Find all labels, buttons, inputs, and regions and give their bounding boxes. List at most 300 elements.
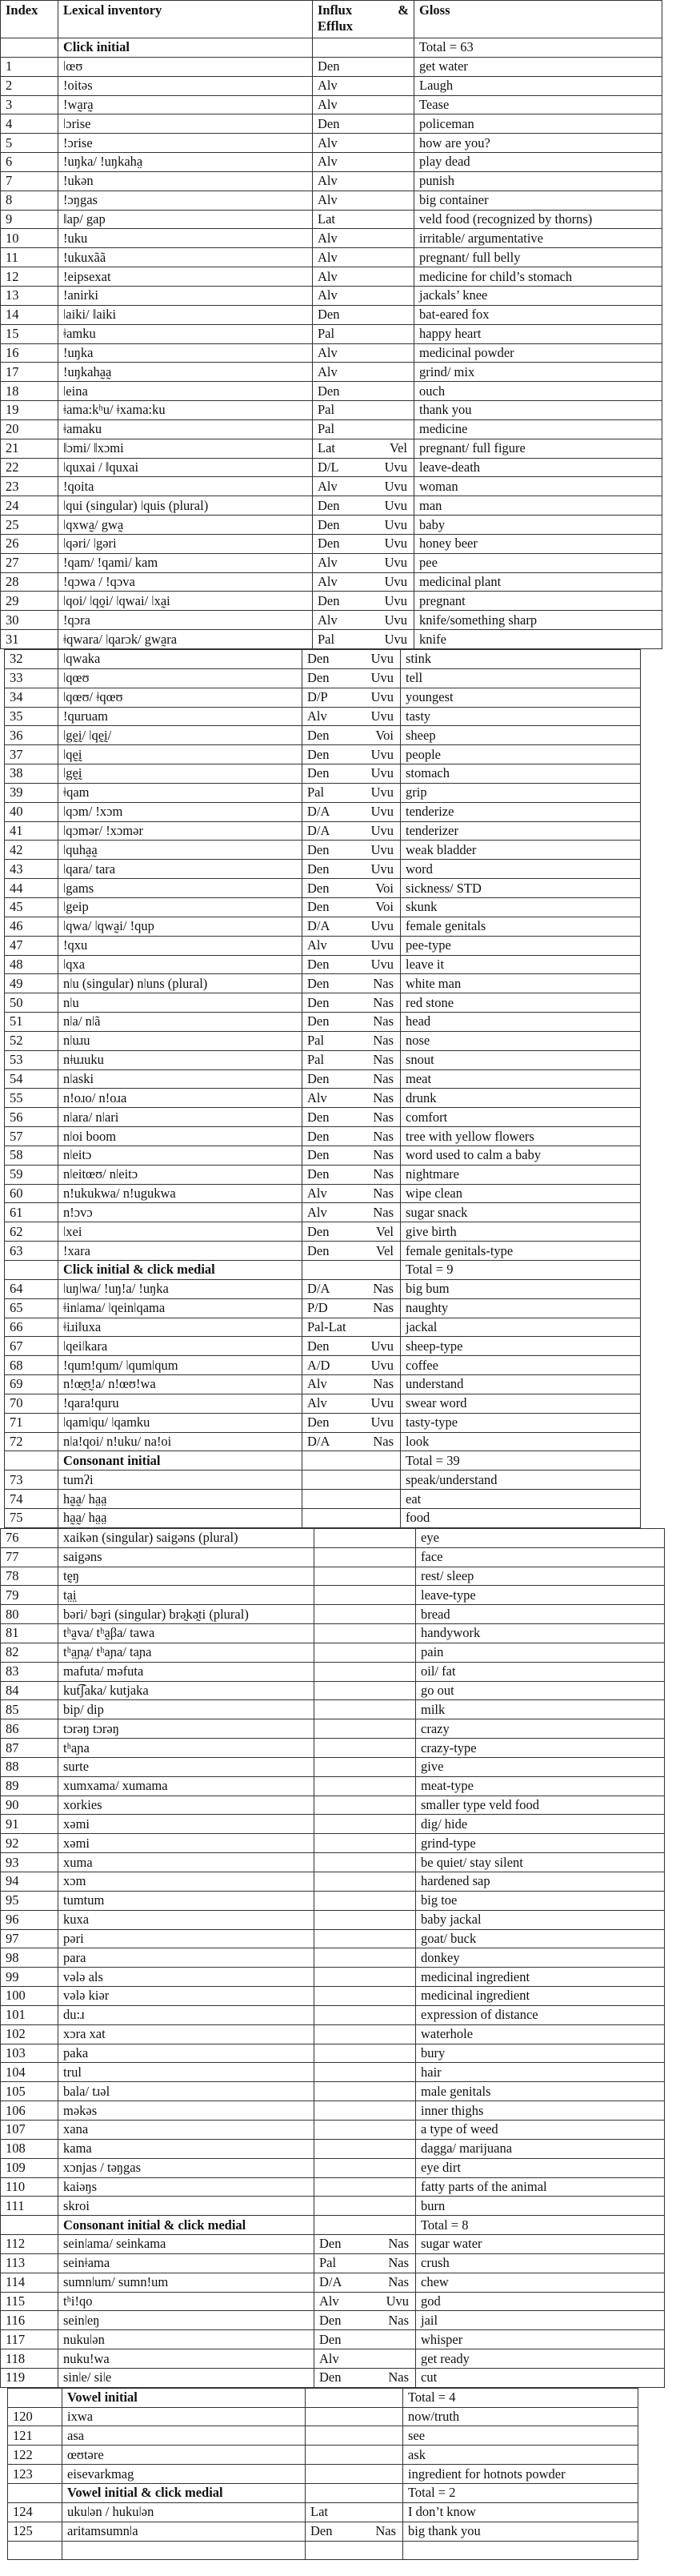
- influx-efflux-cell: [313, 592, 414, 611]
- index-cell: 49: [5, 974, 58, 993]
- influx-value: Den: [318, 497, 340, 513]
- gloss-cell: oil/ fat: [416, 1662, 665, 1681]
- lexical-item: nǀeitɔ: [58, 1146, 302, 1165]
- table-row: [1, 1624, 665, 1643]
- index-cell: 72: [5, 1432, 58, 1451]
- index-cell: 125: [8, 2522, 62, 2541]
- influx-efflux-cell: [313, 611, 414, 630]
- lexical-item: ǀgḛḭ: [58, 764, 302, 784]
- influx-efflux-cell: [313, 534, 414, 553]
- efflux-value: Uvu: [370, 670, 394, 686]
- influx-efflux-cell: [313, 248, 414, 267]
- gloss-cell: meat: [401, 1069, 641, 1089]
- influx-efflux-cell: [314, 1948, 416, 1968]
- efflux-value: Uvu: [370, 823, 394, 839]
- lexical-item: nǀu (singular) nǀuns (plural): [58, 974, 302, 993]
- influx-value: Alv: [318, 574, 338, 590]
- gloss-cell: sugar snack: [401, 1203, 641, 1222]
- influx-cell: [302, 1451, 401, 1471]
- index-cell: [5, 1451, 58, 1471]
- index-cell: 29: [1, 592, 58, 611]
- gloss-cell: happy heart: [414, 324, 662, 343]
- index-cell: 115: [1, 2292, 58, 2311]
- table-row: [5, 1375, 641, 1394]
- index-cell: 124: [8, 2502, 62, 2522]
- influx-efflux-cell: [314, 1739, 416, 1758]
- lexicon-table-segment: [0, 1528, 665, 2388]
- lexical-item: tʰa̰va/ tʰa̰βa/ tawa: [58, 1624, 314, 1643]
- table-row: [1, 496, 662, 516]
- index-cell: 24: [1, 496, 58, 516]
- table-row: [5, 917, 641, 936]
- index-cell: 116: [1, 2311, 58, 2330]
- lexical-item: n!oɹo/ n!oɹa: [58, 1089, 302, 1108]
- index-cell: 121: [8, 2426, 62, 2446]
- table-row: [5, 1203, 641, 1222]
- lexical-item: ǀqeiǀkara: [58, 1337, 302, 1356]
- influx-efflux-cell: [302, 1375, 401, 1394]
- index-cell: 4: [1, 114, 58, 134]
- table-row: [1, 324, 662, 343]
- lexical-item: tʰaɲa: [58, 1739, 314, 1758]
- influx-efflux-cell: [313, 267, 414, 287]
- influx-value: Den: [319, 2369, 342, 2385]
- table-row: [1, 1853, 665, 1872]
- index-cell: 98: [1, 1948, 58, 1968]
- table-row: [5, 1242, 641, 1261]
- lexical-item: ǀqœʊ/ ǂqœʊ: [58, 688, 302, 707]
- efflux-value: Nas: [373, 1070, 394, 1086]
- gloss-cell: skunk: [401, 897, 641, 917]
- influx-efflux-cell: [313, 171, 414, 191]
- influx-efflux-cell: [302, 879, 401, 898]
- gloss-cell: a type of weed: [416, 2120, 665, 2139]
- table-row: [1, 1567, 665, 1586]
- index-cell: 28: [1, 572, 58, 592]
- lexical-item: nǀa!qoi/ n!uku/ na!oi: [58, 1432, 302, 1451]
- lexical-item: ǀqara/ tara: [58, 860, 302, 879]
- influx-efflux-cell: [302, 1394, 401, 1413]
- influx-efflux-cell: [313, 496, 414, 516]
- lexical-item: paka: [58, 2044, 314, 2063]
- influx-value: Den: [307, 1128, 330, 1144]
- table-row: [1, 477, 662, 496]
- efflux-value: Nas: [373, 1166, 394, 1182]
- gloss-cell: dagga/ marijuana: [416, 2139, 665, 2158]
- gloss-cell: pee-type: [401, 936, 641, 955]
- efflux-value: Uvu: [370, 918, 394, 934]
- influx-value: Alv: [318, 363, 338, 379]
- gloss-cell: pain: [416, 1643, 665, 1662]
- gloss-cell: tasty: [401, 707, 641, 726]
- gloss-cell: sheep: [401, 726, 641, 745]
- gloss-cell: crazy: [416, 1719, 665, 1739]
- index-cell: 47: [5, 936, 58, 955]
- table-row: [1, 171, 662, 191]
- lexical-item: kut͡ʃaka/ kutjaka: [58, 1681, 314, 1700]
- table-row: [1, 2349, 665, 2369]
- influx-efflux-cell: [313, 305, 414, 324]
- lexical-item: ǀeina: [58, 382, 313, 401]
- gloss-cell: pregnant/ full figure: [414, 439, 662, 458]
- gloss-cell: tell: [401, 668, 641, 688]
- efflux-value: Uvu: [384, 612, 407, 628]
- lexical-item: nǀaski: [58, 1069, 302, 1089]
- influx-value: A/D: [307, 1357, 330, 1373]
- influx-value: Alv: [318, 173, 338, 189]
- index-cell: 94: [1, 1872, 58, 1892]
- gloss-cell: crush: [416, 2253, 665, 2273]
- index-cell: 68: [5, 1356, 58, 1375]
- influx-efflux-cell: [302, 783, 401, 802]
- lexical-item: ta̤i̤: [58, 1586, 314, 1605]
- influx-value: D/A: [319, 2274, 342, 2290]
- table-row: [5, 764, 641, 784]
- lexical-item: nukuǀən: [58, 2330, 314, 2349]
- index-cell: 85: [1, 1700, 58, 1719]
- index-cell: [1, 38, 58, 58]
- influx-efflux-cell: [314, 1834, 416, 1853]
- table-row: [1, 1948, 665, 1968]
- influx-value: Alv: [318, 230, 338, 246]
- header-lexical-inventory: Lexical inventory: [58, 1, 313, 38]
- influx-value: Alv: [307, 1395, 327, 1411]
- table-row: [1, 2273, 665, 2292]
- influx-efflux-cell: [314, 2273, 416, 2292]
- lexical-item: aritamsumnǀa: [62, 2522, 306, 2541]
- gloss-cell: male genitals: [416, 2082, 665, 2101]
- index-cell: 34: [5, 688, 58, 707]
- index-cell: 88: [1, 1757, 58, 1776]
- index-cell: 5: [1, 134, 58, 153]
- index-cell: 92: [1, 1834, 58, 1853]
- gloss-cell: big container: [414, 191, 662, 210]
- influx-efflux-cell: [314, 1929, 416, 1948]
- influx-value: D/A: [307, 1281, 330, 1297]
- table-row: [5, 1298, 641, 1318]
- index-cell: 54: [5, 1069, 58, 1089]
- index-cell: 52: [5, 1031, 58, 1050]
- lexical-item: məkəs: [58, 2101, 314, 2121]
- influx-efflux-cell: [314, 2005, 416, 2024]
- influx-efflux-cell: [314, 2349, 416, 2369]
- influx-value: Den: [318, 383, 340, 399]
- influx-value: Alv: [318, 192, 338, 208]
- lexical-item: bip/ dip: [58, 1700, 314, 1719]
- influx-value: Pal: [318, 421, 335, 437]
- lexical-item: eisevarkmag: [62, 2465, 306, 2484]
- influx-efflux-cell: [314, 2063, 416, 2082]
- influx-value: D/L: [318, 459, 339, 475]
- influx-value: Den: [307, 727, 330, 743]
- gloss-cell: rest/ sleep: [416, 1567, 665, 1586]
- index-cell: 84: [1, 1681, 58, 1700]
- gloss-cell: now/truth: [403, 2407, 638, 2426]
- influx-efflux-cell: [313, 229, 414, 248]
- index-cell: 59: [5, 1165, 58, 1184]
- gloss-cell: white man: [401, 974, 641, 993]
- efflux-value: Nas: [373, 1376, 394, 1392]
- lexical-item: !eipsexat: [58, 267, 313, 287]
- influx-efflux-cell: [306, 2407, 403, 2426]
- efflux-value: Nas: [375, 2523, 396, 2539]
- influx-value: Den: [307, 975, 330, 991]
- table-row: [1, 1872, 665, 1892]
- influx-value: D/A: [307, 823, 330, 839]
- influx-efflux-cell: [314, 2158, 416, 2177]
- gloss-cell: tenderize: [401, 802, 641, 821]
- gloss-cell: nightmare: [401, 1165, 641, 1184]
- index-cell: 109: [1, 2158, 58, 2177]
- index-cell: 71: [5, 1413, 58, 1432]
- gloss-cell: veld food (recognized by thorns): [414, 210, 662, 229]
- header-influx-efflux: [313, 1, 414, 38]
- index-cell: 45: [5, 897, 58, 917]
- index-cell: 107: [1, 2120, 58, 2139]
- influx-efflux-cell: [302, 1298, 401, 1318]
- index-cell: 77: [1, 1547, 58, 1567]
- table-row: [1, 114, 662, 134]
- influx-value: Alv: [319, 2293, 339, 2309]
- index-cell: 81: [1, 1624, 58, 1643]
- influx-value: Den: [307, 651, 330, 667]
- influx-efflux-cell: [302, 1165, 401, 1184]
- lexical-item: ǂqwara/ ǀqarɔk/ gwa̰ra: [58, 630, 313, 649]
- table-row: [1, 516, 662, 535]
- gloss-cell: food: [401, 1508, 641, 1527]
- section-title: Consonant initial: [58, 1451, 302, 1471]
- gloss-cell: eye dirt: [416, 2158, 665, 2177]
- influx-value: Den: [318, 115, 340, 131]
- influx-efflux-cell: [314, 1567, 416, 1586]
- table-row: [5, 1413, 641, 1432]
- table-row: [1, 2044, 665, 2063]
- influx-value: Pal: [318, 402, 335, 418]
- lexical-item: !qxu: [58, 936, 302, 955]
- index-cell: 101: [1, 2005, 58, 2024]
- influx-efflux-cell: [314, 1757, 416, 1776]
- table-row: [1, 2024, 665, 2044]
- table-row: [1, 248, 662, 267]
- lexical-item: ǀqœʊ: [58, 668, 302, 688]
- lexical-item: xɔra xat: [58, 2024, 314, 2044]
- index-cell: 108: [1, 2139, 58, 2158]
- gloss-cell: smaller type veld food: [416, 1796, 665, 1815]
- index-cell: 120: [8, 2407, 62, 2426]
- lexical-item: !qam/ !qami/ kam: [58, 553, 313, 572]
- influx-efflux-cell: [313, 286, 414, 305]
- efflux-value: Uvu: [370, 708, 394, 724]
- lexical-item: ǀquxai / ǁquxai: [58, 458, 313, 477]
- influx-value: Lat: [310, 2504, 328, 2520]
- lexical-item: ukuǀən / hukuǀən: [62, 2502, 306, 2522]
- table-row: [5, 1146, 641, 1165]
- table-row: [5, 879, 641, 898]
- lexical-item: !ɔrise: [58, 134, 313, 153]
- lexical-item: !uŋkaha̰a̰: [58, 363, 313, 382]
- gloss-cell: sickness/ STD: [401, 879, 641, 898]
- influx-value: D/A: [307, 804, 330, 820]
- index-cell: 118: [1, 2349, 58, 2369]
- index-cell: 10: [1, 229, 58, 248]
- gloss-cell: baby: [414, 516, 662, 535]
- gloss-cell: tasty-type: [401, 1413, 641, 1432]
- gloss-cell: bat-eared fox: [414, 305, 662, 324]
- influx-efflux-cell: [314, 1853, 416, 1872]
- index-cell: 35: [5, 707, 58, 726]
- influx-efflux-cell: [313, 76, 414, 95]
- index-cell: 70: [5, 1394, 58, 1413]
- index-cell: 7: [1, 171, 58, 191]
- table-row: [1, 1662, 665, 1681]
- lexical-item: xɔm: [58, 1872, 314, 1892]
- lexical-item: ǀgams: [58, 879, 302, 898]
- influx-value: Den: [307, 861, 330, 877]
- influx-value: Den: [307, 1147, 330, 1163]
- influx-efflux-cell: [314, 2368, 416, 2387]
- influx-value: Alv: [318, 478, 338, 494]
- gloss-cell: leave it: [401, 955, 641, 974]
- gloss-cell: eye: [416, 1528, 665, 1547]
- gloss-cell: I don’t know: [403, 2502, 638, 2522]
- influx-efflux-cell: [302, 726, 401, 745]
- table-row: [5, 1031, 641, 1050]
- influx-efflux-cell: [302, 1222, 401, 1242]
- gloss-cell: female genitals-type: [401, 1242, 641, 1261]
- table-row: [1, 1681, 665, 1700]
- gloss-cell: give: [416, 1757, 665, 1776]
- section-heading-row: [5, 1261, 641, 1280]
- section-heading-row: [8, 2388, 638, 2407]
- lexical-item: !qara!quru: [58, 1394, 302, 1413]
- lexical-item: !wa̰ra̰: [58, 95, 313, 114]
- lexical-item: ǀqxa: [58, 955, 302, 974]
- index-cell: 31: [1, 630, 58, 649]
- lexical-item: kaiəŋs: [58, 2177, 314, 2197]
- lexical-item: ǀqwa/ ǀqwa̰i/ !qup: [58, 917, 302, 936]
- index-cell: 62: [5, 1222, 58, 1242]
- efflux-value: Uvu: [384, 516, 407, 532]
- table-row: [1, 1776, 665, 1796]
- table-row: [8, 2426, 638, 2446]
- influx-efflux-cell: [314, 2101, 416, 2121]
- influx-efflux-cell: [302, 650, 401, 669]
- index-cell: 30: [1, 611, 58, 630]
- index-cell: 93: [1, 1853, 58, 1872]
- lexical-item: ǀqui (singular) ǀquis (plural): [58, 496, 313, 516]
- gloss-cell: honey beer: [414, 534, 662, 553]
- influx-efflux-cell: [314, 2330, 416, 2349]
- table-row: [5, 974, 641, 993]
- index-cell: 32: [5, 650, 58, 669]
- section-title: Vowel initial & click medial: [62, 2484, 306, 2503]
- table-row: [1, 2082, 665, 2101]
- lexical-item: !qoita: [58, 477, 313, 496]
- influx-efflux-cell: [302, 668, 401, 688]
- index-cell: 46: [5, 917, 58, 936]
- influx-efflux-cell: [302, 860, 401, 879]
- lexical-item: ǂiɹiǁuxa: [58, 1318, 302, 1337]
- table-row: [5, 1279, 641, 1298]
- table-row: [5, 707, 641, 726]
- lexical-item: !oitəs: [58, 76, 313, 95]
- gloss-cell: stink: [401, 650, 641, 669]
- table-row: [1, 363, 662, 382]
- lexical-item: !uku: [58, 229, 313, 248]
- index-cell: 20: [1, 419, 58, 439]
- efflux-value: Vel: [376, 1242, 394, 1258]
- influx-efflux-cell: [306, 2522, 403, 2541]
- table-row: [1, 343, 662, 363]
- influx-efflux-cell: [314, 1891, 416, 1910]
- table-row: [1, 2311, 665, 2330]
- table-row: [1, 419, 662, 439]
- table-row: [5, 1089, 641, 1108]
- lexical-item: ǂamaku: [58, 419, 313, 439]
- influx-efflux-cell: [302, 1089, 401, 1108]
- gloss-cell: grip: [401, 783, 641, 802]
- index-cell: 1: [1, 57, 58, 76]
- gloss-cell: policeman: [414, 114, 662, 134]
- efflux-value: Uvu: [370, 861, 394, 877]
- table-row: [1, 1586, 665, 1605]
- influx-efflux-cell: [302, 1013, 401, 1032]
- header-ampersand: &: [398, 2, 409, 18]
- influx-efflux-cell: [314, 1547, 416, 1567]
- gloss-cell: weak bladder: [401, 841, 641, 860]
- efflux-value: Uvu: [384, 497, 407, 513]
- influx-value: Alv: [318, 344, 338, 360]
- lexical-item: para: [58, 1948, 314, 1968]
- influx-value: Alv: [307, 937, 327, 953]
- gloss-cell: get ready: [416, 2349, 665, 2369]
- table-row: [1, 1643, 665, 1662]
- table-row: [5, 1050, 641, 1069]
- influx-value: Den: [307, 956, 330, 972]
- index-cell: 66: [5, 1318, 58, 1337]
- gloss-cell: nose: [401, 1031, 641, 1050]
- gloss-cell: eat: [401, 1490, 641, 1509]
- gloss-cell: play dead: [414, 153, 662, 172]
- table-row: [8, 2446, 638, 2465]
- section-total: Total = 8: [416, 2216, 665, 2235]
- index-cell: 15: [1, 324, 58, 343]
- influx-value: Den: [307, 1070, 330, 1086]
- gloss-cell: Tease: [414, 95, 662, 114]
- index-cell: 41: [5, 821, 58, 841]
- lexical-item: ǀqamǀqu/ ǀqamku: [58, 1413, 302, 1432]
- table-row: [1, 153, 662, 172]
- section-heading-row: [1, 2216, 665, 2235]
- gloss-cell: meat-type: [416, 1776, 665, 1796]
- influx-value: Den: [318, 307, 340, 323]
- influx-value: Alv: [318, 96, 338, 112]
- influx-efflux-cell: [313, 324, 414, 343]
- index-cell: 76: [1, 1528, 58, 1547]
- gloss-cell: head: [401, 1013, 641, 1032]
- table-row: [1, 1929, 665, 1948]
- gloss-cell: red stone: [401, 993, 641, 1013]
- table-row: [1, 191, 662, 210]
- efflux-value: Uvu: [370, 937, 394, 953]
- influx-efflux-cell: [302, 1490, 401, 1509]
- influx-efflux-cell: [302, 1050, 401, 1069]
- lexical-item: ǀɔrise: [58, 114, 313, 134]
- lexical-item: vələ als: [58, 1968, 314, 1987]
- gloss-cell: expression of distance: [416, 2005, 665, 2024]
- gloss-cell: see: [403, 2426, 638, 2446]
- influx-value: Alv: [318, 612, 338, 628]
